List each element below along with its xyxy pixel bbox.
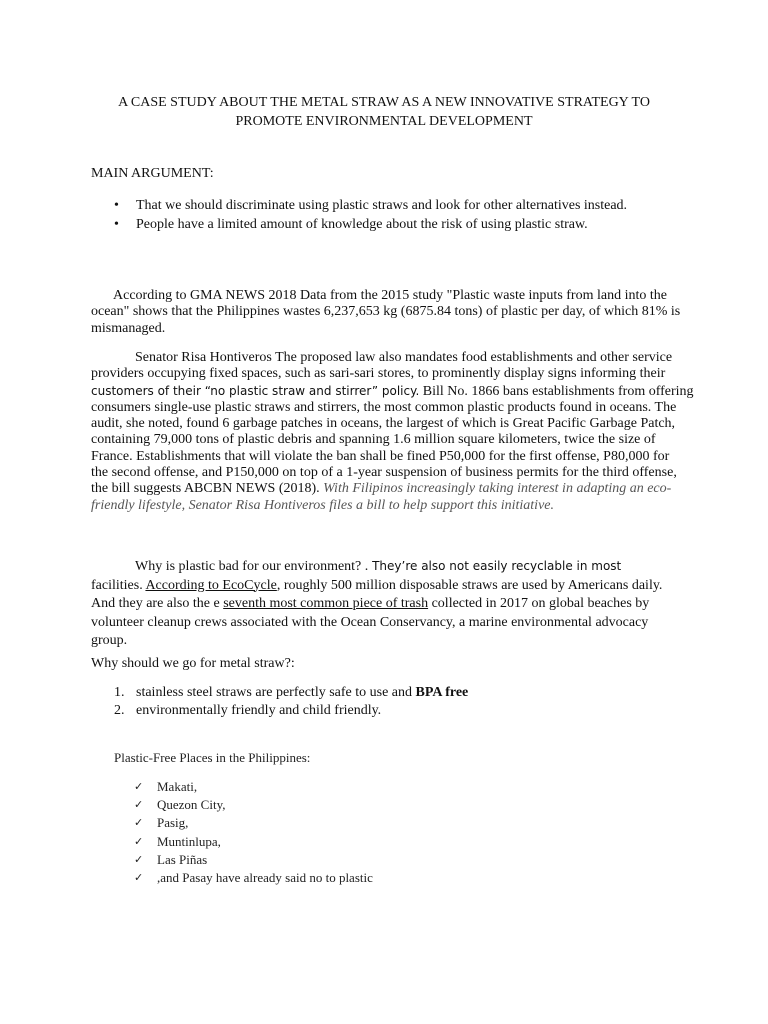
- paragraph-line: audit, she noted, found 6 garbage patches in oceans, the largest of which is Great Pacific Garbage Patch,: [91, 416, 676, 432]
- title-line-2: PROMOTE ENVIRONMENTAL DEVELOPMENT: [235, 114, 533, 129]
- paragraph-line: [91, 383, 694, 400]
- paragraph-line: group.: [91, 633, 128, 648]
- paragraph-line: Senator Risa Hontiveros The proposed law also mandates food establishments and other service: [135, 350, 673, 365]
- paragraph-line: [91, 481, 681, 497]
- place-name: ,and Pasay have already said no to plastic: [157, 870, 373, 886]
- item-text: environmentally friendly and child friendly.: [136, 703, 382, 718]
- main-argument-list: [114, 196, 627, 234]
- place-name: Las Piñas: [157, 851, 208, 867]
- recyclable-text: They’re also not easily recyclable in most: [368, 559, 622, 573]
- text-span: facilities.: [91, 577, 146, 593]
- bill-text: Bill No. 1866 bans establishments from offering: [419, 383, 694, 399]
- seventh-common-trash-link[interactable]: seventh most common piece of trash: [223, 596, 429, 611]
- checkmark-icon: ✓: [134, 834, 144, 848]
- paragraph-line: According to GMA NEWS 2018 Data from the 2015 study "Plastic waste inputs from land into the: [113, 288, 667, 303]
- item-number: 1.: [114, 685, 125, 700]
- paragraph-line: [91, 557, 681, 577]
- text-span: And they are also the e: [91, 596, 224, 611]
- list-item: [114, 702, 468, 720]
- policy-quote-text: customers of their “no plastic straw and stirrer” policy.: [91, 383, 420, 398]
- paragraph-gma-news: [91, 288, 681, 337]
- checkmark-icon: ✓: [134, 816, 144, 830]
- checkmark-icon: ✓: [134, 871, 144, 885]
- item-number: 2.: [114, 703, 125, 718]
- paragraph-line: consumers single-use plastic straws and stirrers, the most common plastic products found in oceans. The: [91, 399, 677, 415]
- plastic-free-list: [134, 778, 373, 887]
- list-item: [134, 869, 373, 887]
- paragraph-line: ocean" shows that the Philippines wastes 6,237,653 kg (6875.84 tons) of plastic per day, of which 81% is: [91, 304, 681, 320]
- list-item: [134, 833, 373, 851]
- place-name: Pasig,: [157, 815, 189, 831]
- paragraph-line: volunteer cleanup crews associated with the Ocean Conservancy, a marine environmental advocacy: [91, 614, 649, 630]
- paragraph-line: [91, 595, 681, 614]
- document-title: [0, 93, 768, 131]
- italic-note: With Filipinos increasingly taking interest in adapting an eco-: [319, 481, 672, 497]
- place-name: Quezon City,: [157, 797, 226, 813]
- list-item: [114, 684, 468, 702]
- paragraph-line: [91, 577, 681, 596]
- list-item: [134, 814, 373, 832]
- list-item: [134, 778, 373, 796]
- paragraph-hontiveros: [91, 350, 694, 514]
- paragraph-plastic-bad: [91, 557, 681, 651]
- plastic-free-heading: Plastic-Free Places in the Philippines:: [114, 750, 311, 765]
- list-item: [134, 796, 373, 814]
- paragraph-line: France. Establishments that will violate the ban shall be fined P50,000 for the first offense, P80,000 for: [91, 448, 670, 464]
- title-line-1: A CASE STUDY ABOUT THE METAL STRAW AS A NEW INNOVATIVE STRATEGY TO: [118, 95, 650, 110]
- paragraph-line: containing 79,000 tons of plastic debris and spanning 1.6 million square kilometers, twice the size of: [91, 432, 656, 448]
- list-item: • People have a limited amount of knowledge about the risk of using plastic straw.: [114, 215, 627, 234]
- checkmark-icon: ✓: [134, 780, 144, 793]
- checkmark-icon: ✓: [134, 798, 144, 812]
- checkmark-icon: ✓: [134, 852, 144, 866]
- question-text: Why is plastic bad for our environment? .: [135, 559, 369, 574]
- bpa-free-text: BPA free: [415, 685, 469, 700]
- list-item: • That we should discriminate using plastic straws and look for other alternatives instead.: [114, 196, 627, 215]
- text-span: collected in 2017 on global beaches by: [428, 596, 650, 611]
- ecocycle-link[interactable]: According to EcoCycle: [145, 577, 277, 593]
- list-item: [134, 851, 373, 869]
- place-name: Muntinlupa,: [157, 833, 221, 849]
- main-argument-heading: MAIN ARGUMENT:: [91, 166, 214, 181]
- metal-straw-list: [114, 684, 468, 720]
- source-text: the bill suggests ABCBN NEWS (2018).: [91, 481, 320, 497]
- text-span: , roughly 500 million disposable straws are used by Americans daily.: [276, 577, 663, 593]
- item-text: stainless steel straws are perfectly safe to use and: [136, 685, 416, 700]
- place-name: Makati,: [157, 779, 198, 794]
- paragraph-line: mismanaged.: [91, 320, 166, 336]
- metal-straw-heading: Why should we go for metal straw?:: [91, 656, 295, 671]
- paragraph-line: providers occupying fixed spaces, such as sari-sari stores, to prominently display signs informing their: [91, 366, 666, 382]
- paragraph-line: the second offense, and P150,000 on top of a 1-year suspension of business permits for the third offense,: [91, 465, 677, 481]
- italic-note-line: friendly lifestyle, Senator Risa Hontiveros files a bill to help support this initiative.: [91, 497, 554, 513]
